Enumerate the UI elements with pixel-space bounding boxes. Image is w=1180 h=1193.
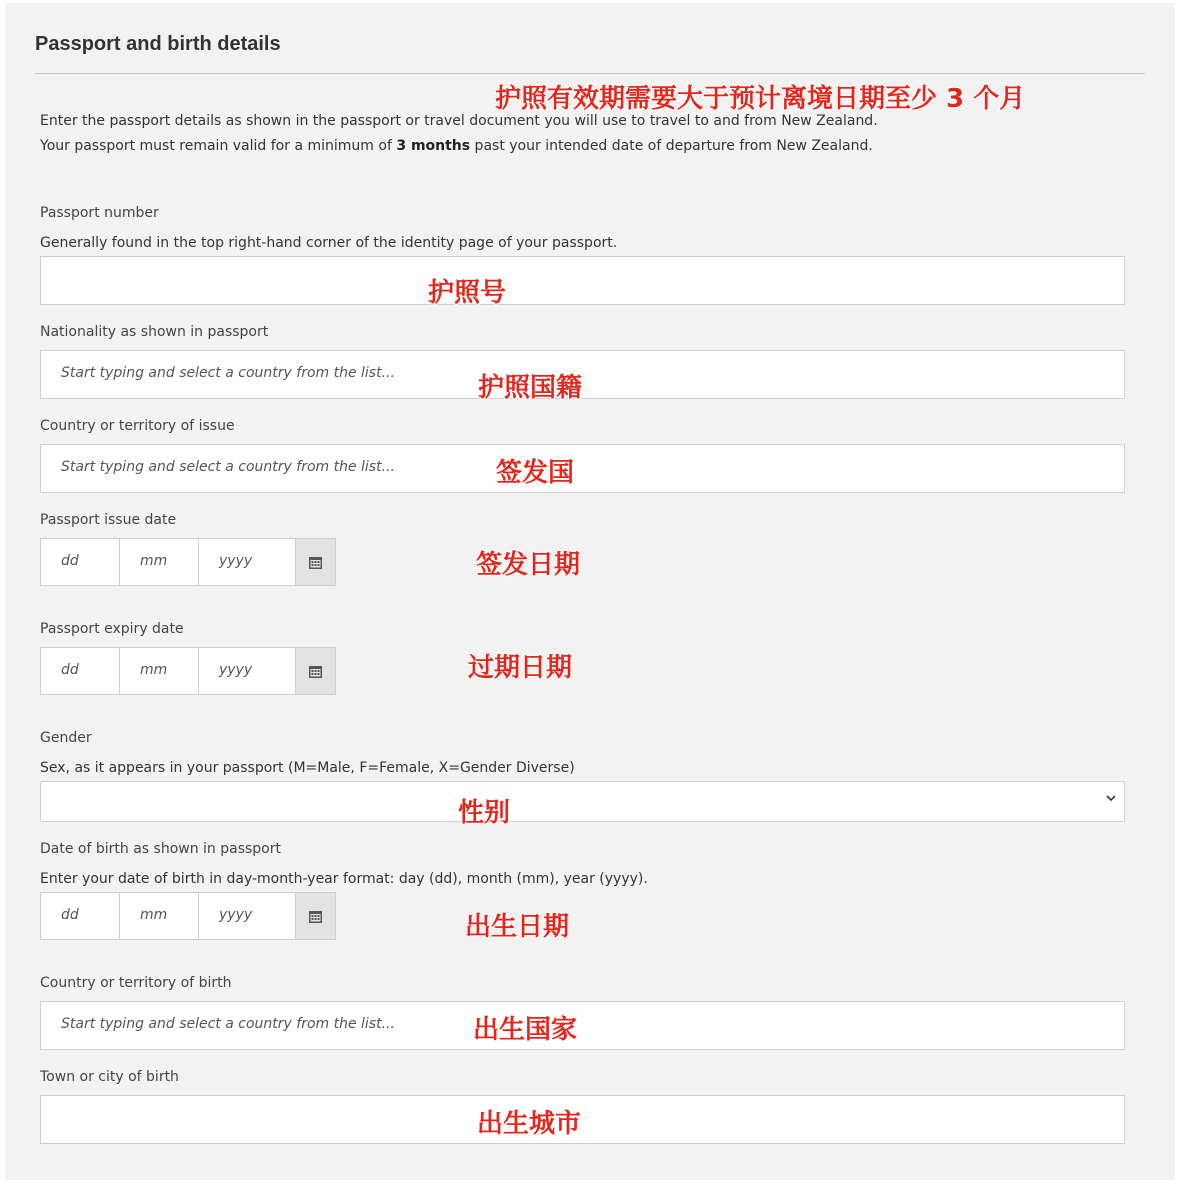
country-of-issue-placeholder: Start typing and select a country from the list... [61,459,395,475]
gender-hint: Sex, as it appears in your passport (M=Male, F=Female, X=Gender Diverse) [40,760,575,776]
annotation-expiry-date: 过期日期 [468,653,573,683]
annotation-birth-city: 出生城市 [477,1109,582,1139]
dob-month-input[interactable]: mm [119,892,199,940]
gender-select[interactable] [40,781,1125,822]
nationality-placeholder: Start typing and select a country from the list... [61,365,395,381]
dob-hint: Enter your date of birth in day-month-year format: day (dd), month (mm), year (yyyy). [40,871,648,887]
expiry-date-year-input[interactable]: yyyy [198,647,296,695]
dob-day-input[interactable]: dd [40,892,120,940]
intro-line-2: Your passport must remain valid for a minimum of 3 months past your intended date of departure from New Zealand. [40,138,873,154]
annotation-issue-country: 签发国 [496,458,575,488]
expiry-date-label: Passport expiry date [40,621,184,637]
annotation-birth-country: 出生国家 [473,1015,578,1045]
country-of-birth-placeholder: Start typing and select a country from the list... [61,1016,395,1032]
country-of-issue-label: Country or territory of issue [40,418,235,434]
annotation-issue-date: 签发日期 [476,550,581,580]
country-of-birth-input[interactable] [40,1001,1125,1050]
calendar-icon [309,556,322,569]
dob-year-input[interactable]: yyyy [198,892,296,940]
nationality-input[interactable] [40,350,1125,399]
gender-label: Gender [40,730,92,746]
issue-date-group [40,538,337,586]
section-title: Passport and birth details [35,33,281,55]
town-of-birth-label: Town or city of birth [40,1069,179,1085]
intro-text [40,109,878,159]
issue-date-calendar-button[interactable] [295,538,336,586]
chevron-down-icon [1106,792,1116,807]
validity-months: 3 months [396,138,471,154]
passport-number-input[interactable] [40,256,1125,305]
annotation-passport-number: 护照号 [428,278,507,308]
passport-number-label: Passport number [40,205,159,221]
country-of-birth-label: Country or territory of birth [40,975,232,991]
expiry-date-calendar-button[interactable] [295,647,336,695]
expiry-date-group [40,647,337,695]
issue-date-label: Passport issue date [40,512,177,528]
issue-date-year-input[interactable]: yyyy [198,538,296,586]
expiry-date-month-input[interactable]: mm [119,647,199,695]
annotation-nationality: 护照国籍 [478,373,583,403]
town-of-birth-input[interactable] [40,1095,1125,1144]
dob-label: Date of birth as shown in passport [40,841,281,857]
title-divider [35,73,1145,74]
country-of-issue-input[interactable] [40,444,1125,493]
intro-line-1: Enter the passport details as shown in the passport or travel document you will use to travel to and from New Zealand. [40,113,878,129]
issue-date-day-input[interactable]: dd [40,538,120,586]
calendar-icon [309,910,322,923]
annotation-birth-date: 出生日期 [465,912,570,942]
nationality-label: Nationality as shown in passport [40,324,269,340]
passport-number-hint: Generally found in the top right-hand corner of the identity page of your passport. [40,235,618,251]
dob-calendar-button[interactable] [295,892,336,940]
issue-date-month-input[interactable]: mm [119,538,199,586]
expiry-date-day-input[interactable]: dd [40,647,120,695]
dob-group [40,892,337,940]
annotation-gender: 性别 [458,798,511,828]
annotation-validity: 护照有效期需要大于预计离境日期至少 3 个月 [495,84,1026,114]
calendar-icon [309,665,322,678]
